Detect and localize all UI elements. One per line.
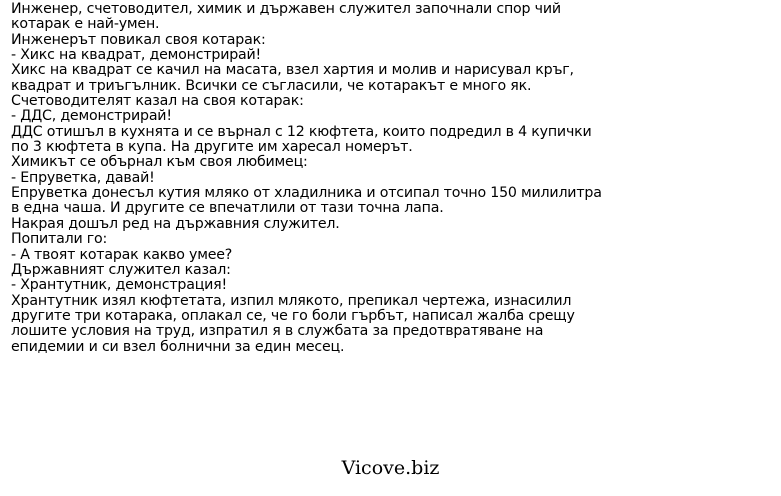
joke-text — [11, 2, 771, 355]
text-line: лошите условия на труд, изпратил я в службата за предотвратяване на — [11, 323, 544, 340]
text-line: ДДС отишъл в кухнята и се върнал с 12 кюфтета, които подредил в 4 купички — [11, 123, 592, 140]
text-line: Попитали го: — [11, 231, 108, 248]
site-watermark: Vicove.biz — [341, 457, 440, 479]
text-line: - Епруветка, давай! — [11, 169, 155, 186]
text-line: Хрантутник изял кюфтетата, изпил млякото, препикал чертежа, изнасилил — [11, 292, 572, 309]
text-line: епидемии и си взел болнични за един месец. — [11, 338, 345, 355]
text-line: другите три котарака, оплакал се, че го боли гърбът, написал жалба срещу — [11, 307, 575, 324]
text-line: Счетоводителят казал на своя котарак: — [11, 93, 304, 110]
text-line: - А твоят котарак какво умее? — [11, 246, 233, 263]
text-line: Накрая дошъл ред на държавния служител. — [11, 215, 340, 232]
text-line: - ДДС, демонстрирай! — [11, 108, 172, 125]
text-line: Инженер, счетоводител, химик и държавен служител започнали спор чий — [11, 1, 561, 17]
text-line: - Хикс на квадрат, демонстрирай! — [11, 47, 262, 64]
text-line: Хикс на квадрат се качил на масата, взел хартия и молив и нарисувал кръг, — [11, 62, 574, 79]
text-line: Химикът се обърнал към своя любимец: — [11, 154, 308, 171]
text-line: Инженерът повикал своя котарак: — [11, 31, 266, 48]
text-line: Епруветка донесъл кутия мляко от хладилника и отсипал точно 150 милилитра — [11, 185, 602, 202]
text-line: по 3 кюфтета в купа. На другите им харесал номерът. — [11, 139, 413, 156]
text-line: в една чаша. И другите се впечатлили от тази точна лапа. — [11, 200, 444, 217]
text-line: Държавният служител казал: — [11, 261, 231, 278]
text-line: котарак е най-умен. — [11, 16, 160, 33]
text-line: - Хрантутник, демонстрация! — [11, 277, 227, 294]
text-line: квадрат и триъгълник. Всички се съгласили, че котаракът е много як. — [11, 77, 532, 94]
